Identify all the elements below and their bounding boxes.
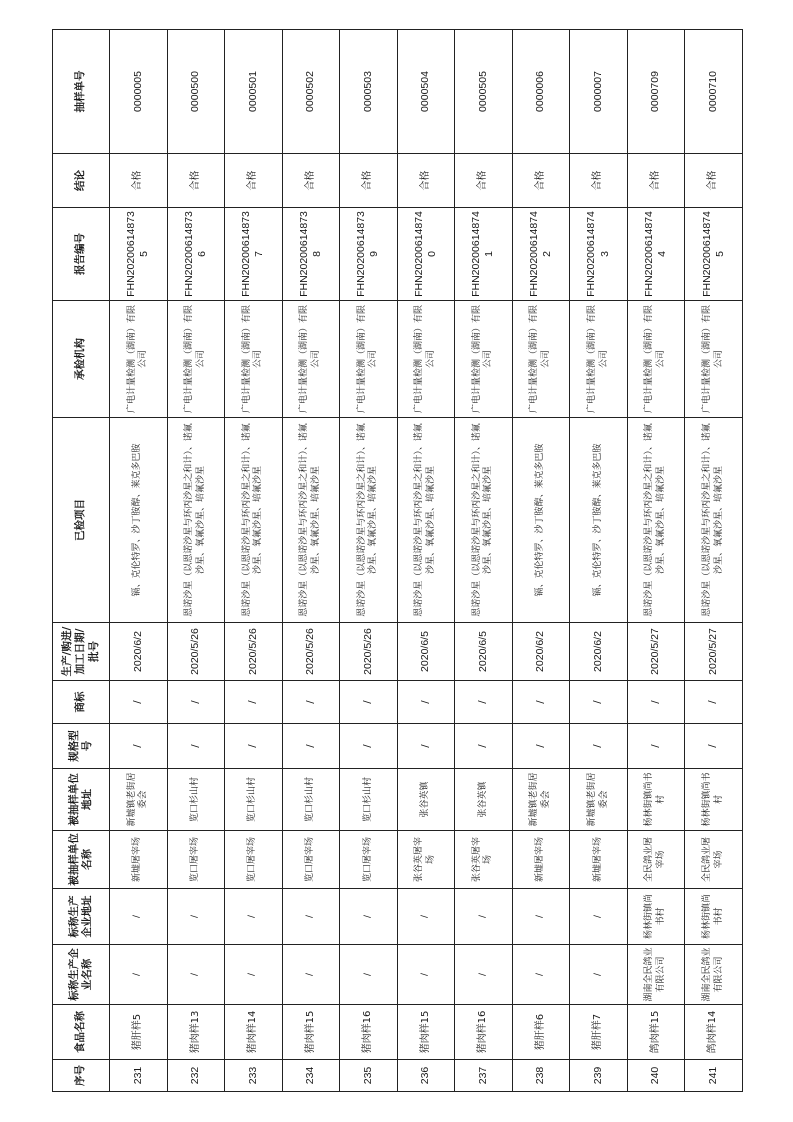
brand-cell: /	[340, 681, 398, 724]
conclusion-cell: 合格	[282, 154, 340, 208]
food-name-cell: 猪肉样15	[282, 1005, 340, 1060]
report-number-cell: FHN202006148741	[455, 208, 513, 301]
report-number-cell: FHN202006148740	[397, 208, 455, 301]
manufacturer-name-cell: /	[512, 945, 570, 1005]
brand-cell: /	[167, 681, 225, 724]
inspection-agency-cell: 广电计量检测（湖南）有限公司	[225, 301, 283, 418]
sampled-unit-cell: 张谷英屠宰场	[455, 831, 513, 889]
brand-cell: /	[627, 681, 685, 724]
manufacturer-address-cell: /	[225, 889, 283, 945]
date-cell: 2020/5/27	[627, 623, 685, 681]
sampled-unit-cell: 览口屠宰场	[282, 831, 340, 889]
manufacturer-address-cell: /	[340, 889, 398, 945]
manufacturer-address-cell: /	[512, 889, 570, 945]
manufacturer-name-cell: /	[455, 945, 513, 1005]
header-cell: 标称生产企业名称	[53, 945, 110, 1005]
manufacturer-name-cell: /	[340, 945, 398, 1005]
food-name-cell: 鸽肉样15	[627, 1005, 685, 1060]
food-name-cell: 猪肝样7	[570, 1005, 628, 1060]
manufacturer-address-cell: /	[110, 889, 168, 945]
table-row	[455, 30, 513, 1092]
sampled-unit-address-cell: 新墟镇老街居委会	[110, 769, 168, 831]
serial-cell: 240	[627, 1060, 685, 1092]
sample-number-cell: 0000710	[685, 30, 743, 154]
sampled-unit-cell: 全民鸽业屠宰场	[627, 831, 685, 889]
food-name-cell: 猪肉样14	[225, 1005, 283, 1060]
date-cell: 2020/6/5	[455, 623, 513, 681]
food-name-cell: 猪肉样16	[455, 1005, 513, 1060]
sample-number-cell: 0000006	[512, 30, 570, 154]
header-cell: 规格型号	[53, 724, 110, 769]
sampled-unit-address-cell: 览口杉山村	[340, 769, 398, 831]
test-items-cell: 恩诺沙星（以恩诺沙星与环丙沙星之和计）、诺氟沙星、氧氟沙星、培氟沙星	[340, 418, 398, 623]
food-name-cell: 猪肝样5	[110, 1005, 168, 1060]
conclusion-cell: 合格	[225, 154, 283, 208]
date-cell: 2020/6/2	[512, 623, 570, 681]
manufacturer-address-cell: /	[167, 889, 225, 945]
table-row	[570, 30, 628, 1092]
manufacturer-name-cell: 湖南全民鸽业有限公司	[627, 945, 685, 1005]
test-items-cell: 恩诺沙星（以恩诺沙星与环丙沙星之和计）、诺氟沙星、氧氟沙星、培氟沙星	[455, 418, 513, 623]
manufacturer-name-cell: /	[570, 945, 628, 1005]
manufacturer-name-cell: /	[110, 945, 168, 1005]
sampled-unit-address-cell: 新墟镇老街居委会	[512, 769, 570, 831]
test-items-cell: 恩诺沙星（以恩诺沙星与环丙沙星之和计）、诺氟沙星、氧氟沙星、培氟沙星	[397, 418, 455, 623]
manufacturer-address-cell: /	[282, 889, 340, 945]
header-cell: 承检机构	[53, 301, 110, 418]
report-number-cell: FHN202006148736	[167, 208, 225, 301]
date-cell: 2020/5/26	[282, 623, 340, 681]
date-cell: 2020/6/2	[110, 623, 168, 681]
spec-cell: /	[512, 724, 570, 769]
serial-cell: 234	[282, 1060, 340, 1092]
test-items-cell: 恩诺沙星（以恩诺沙星与环丙沙星之和计）、诺氟沙星、氧氟沙星、培氟沙星	[627, 418, 685, 623]
food-name-cell: 猪肉样13	[167, 1005, 225, 1060]
test-items-cell: 恩诺沙星（以恩诺沙星与环丙沙星之和计）、诺氟沙星、氧氟沙星、培氟沙星	[685, 418, 743, 623]
inspection-agency-cell: 广电计量检测（湖南）有限公司	[455, 301, 513, 418]
manufacturer-name-cell: /	[225, 945, 283, 1005]
food-name-cell: 猪肉样16	[340, 1005, 398, 1060]
inspection-agency-cell: 广电计量检测（湖南）有限公司	[110, 301, 168, 418]
inspection-agency-cell: 广电计量检测（湖南）有限公司	[167, 301, 225, 418]
manufacturer-address-cell: /	[397, 889, 455, 945]
date-cell: 2020/6/5	[397, 623, 455, 681]
sample-number-cell: 0000502	[282, 30, 340, 154]
spec-cell: /	[167, 724, 225, 769]
header-cell: 抽样单号	[53, 30, 110, 154]
spec-cell: /	[110, 724, 168, 769]
table-row	[110, 30, 168, 1092]
inspection-agency-cell: 广电计量检测（湖南）有限公司	[282, 301, 340, 418]
report-number-cell: FHN202006148742	[512, 208, 570, 301]
spec-cell: /	[455, 724, 513, 769]
sampled-unit-cell: 新墟屠宰场	[110, 831, 168, 889]
spec-cell: /	[397, 724, 455, 769]
header-cell: 标称生产企业地址	[53, 889, 110, 945]
brand-cell: /	[685, 681, 743, 724]
report-number-cell: FHN202006148735	[110, 208, 168, 301]
date-cell: 2020/5/27	[685, 623, 743, 681]
sample-number-cell: 0000503	[340, 30, 398, 154]
brand-cell: /	[570, 681, 628, 724]
brand-cell: /	[512, 681, 570, 724]
spec-cell: /	[685, 724, 743, 769]
table-body	[110, 30, 743, 1092]
header-cell: 商标	[53, 681, 110, 724]
header-cell: 已检项目	[53, 418, 110, 623]
conclusion-cell: 合格	[167, 154, 225, 208]
sample-number-cell: 0000005	[110, 30, 168, 154]
inspection-agency-cell: 广电计量检测（湖南）有限公司	[397, 301, 455, 418]
sample-number-cell: 0000709	[627, 30, 685, 154]
conclusion-cell: 合格	[685, 154, 743, 208]
report-number-cell: FHN202006148743	[570, 208, 628, 301]
serial-cell: 236	[397, 1060, 455, 1092]
manufacturer-name-cell: /	[397, 945, 455, 1005]
date-cell: 2020/5/26	[167, 623, 225, 681]
brand-cell: /	[397, 681, 455, 724]
report-number-cell: FHN202006148739	[340, 208, 398, 301]
manufacturer-name-cell: 湖南全民鸽业有限公司	[685, 945, 743, 1005]
sampled-unit-address-cell: 新墟镇老街居委会	[570, 769, 628, 831]
spec-cell: /	[627, 724, 685, 769]
report-number-cell: FHN202006148744	[627, 208, 685, 301]
serial-cell: 232	[167, 1060, 225, 1092]
sampled-unit-cell: 新墟屠宰场	[512, 831, 570, 889]
sampled-unit-address-cell: 张谷英镇	[455, 769, 513, 831]
manufacturer-name-cell: /	[167, 945, 225, 1005]
sample-number-cell: 0000500	[167, 30, 225, 154]
date-cell: 2020/5/26	[225, 623, 283, 681]
inspection-agency-cell: 广电计量检测（湖南）有限公司	[340, 301, 398, 418]
sample-number-cell: 0000007	[570, 30, 628, 154]
conclusion-cell: 合格	[397, 154, 455, 208]
header-cell: 食品名称	[53, 1005, 110, 1060]
test-items-cell: 镉、克伦特罗、沙丁胺醇、莱克多巴胺	[570, 418, 628, 623]
sampled-unit-cell: 览口屠宰场	[340, 831, 398, 889]
serial-cell: 233	[225, 1060, 283, 1092]
conclusion-cell: 合格	[455, 154, 513, 208]
manufacturer-address-cell: /	[455, 889, 513, 945]
table-row	[225, 30, 283, 1092]
inspection-agency-cell: 广电计量检测（湖南）有限公司	[627, 301, 685, 418]
sampled-unit-cell: 新墟屠宰场	[570, 831, 628, 889]
sampled-unit-address-cell: 张谷英镇	[397, 769, 455, 831]
test-items-cell: 恩诺沙星（以恩诺沙星与环丙沙星之和计）、诺氟沙星、氧氟沙星、培氟沙星	[225, 418, 283, 623]
date-cell: 2020/6/2	[570, 623, 628, 681]
sample-number-cell: 0000505	[455, 30, 513, 154]
serial-cell: 239	[570, 1060, 628, 1092]
sample-number-cell: 0000504	[397, 30, 455, 154]
rotated-table-container	[52, 30, 743, 1092]
food-name-cell: 猪肝样6	[512, 1005, 570, 1060]
sampled-unit-cell: 全民鸽业屠宰场	[685, 831, 743, 889]
manufacturer-name-cell: /	[282, 945, 340, 1005]
inspection-agency-cell: 广电计量检测（湖南）有限公司	[685, 301, 743, 418]
sampled-unit-cell: 览口屠宰场	[167, 831, 225, 889]
brand-cell: /	[455, 681, 513, 724]
conclusion-cell: 合格	[512, 154, 570, 208]
serial-cell: 235	[340, 1060, 398, 1092]
manufacturer-address-cell: /	[570, 889, 628, 945]
serial-cell: 237	[455, 1060, 513, 1092]
table-row	[167, 30, 225, 1092]
spec-cell: /	[340, 724, 398, 769]
sample-number-cell: 0000501	[225, 30, 283, 154]
brand-cell: /	[282, 681, 340, 724]
report-number-cell: FHN202006148737	[225, 208, 283, 301]
food-name-cell: 猪肉样15	[397, 1005, 455, 1060]
brand-cell: /	[225, 681, 283, 724]
header-cell: 报告编号	[53, 208, 110, 301]
serial-cell: 231	[110, 1060, 168, 1092]
table-row	[627, 30, 685, 1092]
food-name-cell: 鸽肉样14	[685, 1005, 743, 1060]
sampled-unit-address-cell: 杨林街镇尚书村	[627, 769, 685, 831]
report-number-cell: FHN202006148745	[685, 208, 743, 301]
inspection-agency-cell: 广电计量检测（湖南）有限公司	[512, 301, 570, 418]
manufacturer-address-cell: 杨林街镇尚书村	[627, 889, 685, 945]
test-items-cell: 恩诺沙星（以恩诺沙星与环丙沙星之和计）、诺氟沙星、氧氟沙星、培氟沙星	[167, 418, 225, 623]
spec-cell: /	[282, 724, 340, 769]
date-cell: 2020/5/26	[340, 623, 398, 681]
sampled-unit-address-cell: 杨林街镇尚书村	[685, 769, 743, 831]
test-items-cell: 镉、克伦特罗、沙丁胺醇、莱克多巴胺	[110, 418, 168, 623]
serial-cell: 238	[512, 1060, 570, 1092]
conclusion-cell: 合格	[110, 154, 168, 208]
header-cell: 序号	[53, 1060, 110, 1092]
table-row	[397, 30, 455, 1092]
conclusion-cell: 合格	[340, 154, 398, 208]
header-cell: 生产/购进/加工日期/批号	[53, 623, 110, 681]
inspection-agency-cell: 广电计量检测（湖南）有限公司	[570, 301, 628, 418]
spec-cell: /	[225, 724, 283, 769]
table-row	[282, 30, 340, 1092]
brand-cell: /	[110, 681, 168, 724]
table-row	[685, 30, 743, 1092]
conclusion-cell: 合格	[627, 154, 685, 208]
table-row	[340, 30, 398, 1092]
header-cell: 被抽样单位名称	[53, 831, 110, 889]
conclusion-cell: 合格	[570, 154, 628, 208]
table-header-row	[53, 30, 110, 1092]
test-items-cell: 镉、克伦特罗、沙丁胺醇、莱克多巴胺	[512, 418, 570, 623]
header-cell: 结论	[53, 154, 110, 208]
manufacturer-address-cell: 杨林街镇尚书村	[685, 889, 743, 945]
table-row	[512, 30, 570, 1092]
sampled-unit-cell: 张谷英屠宰场	[397, 831, 455, 889]
sampled-unit-address-cell: 览口杉山村	[167, 769, 225, 831]
inspection-results-table	[52, 29, 743, 1092]
sampled-unit-address-cell: 览口杉山村	[282, 769, 340, 831]
serial-cell: 241	[685, 1060, 743, 1092]
header-cell: 被抽样单位地址	[53, 769, 110, 831]
report-number-cell: FHN202006148738	[282, 208, 340, 301]
sampled-unit-address-cell: 览口杉山村	[225, 769, 283, 831]
test-items-cell: 恩诺沙星（以恩诺沙星与环丙沙星之和计）、诺氟沙星、氧氟沙星、培氟沙星	[282, 418, 340, 623]
spec-cell: /	[570, 724, 628, 769]
sampled-unit-cell: 览口屠宰场	[225, 831, 283, 889]
